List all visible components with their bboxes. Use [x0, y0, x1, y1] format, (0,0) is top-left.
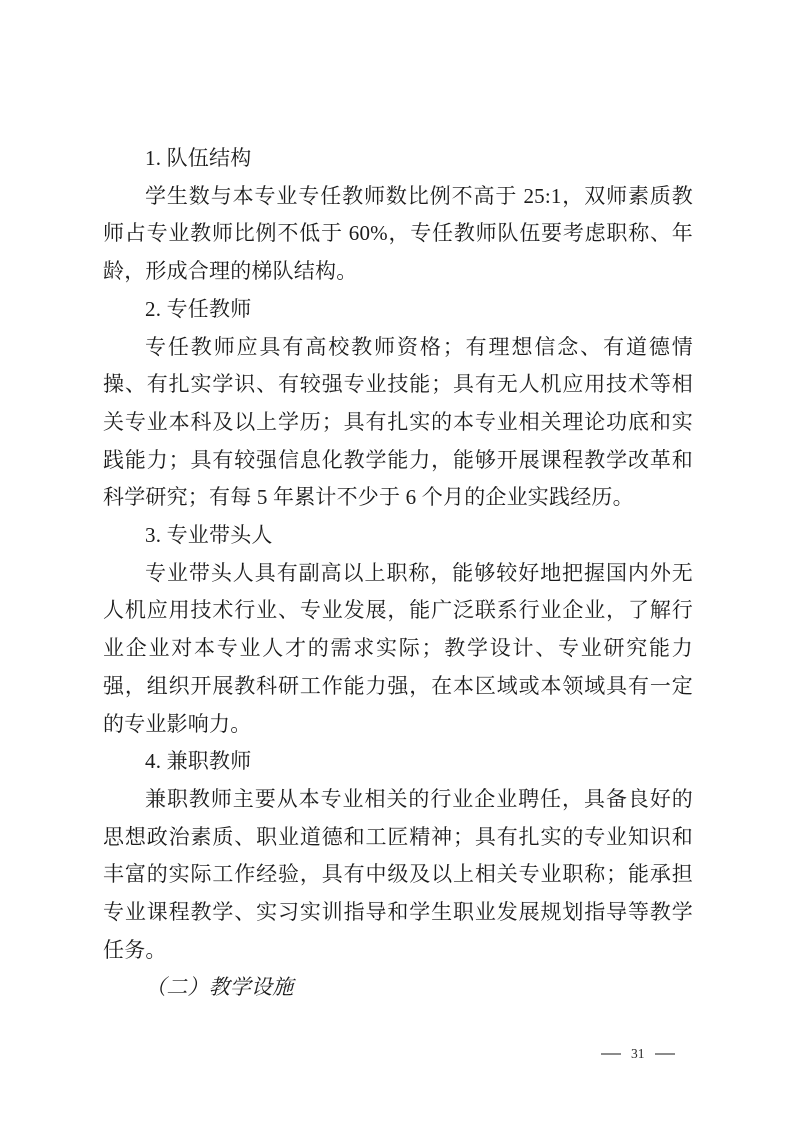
page-number-footer	[601, 1046, 675, 1062]
section-heading-parttime-teachers: 4. 兼职教师	[145, 749, 252, 774]
paragraph-fulltime-teachers: 专任教师应具有高校教师资格；有理想信念、有道德情操、有扎实学识、有较强专业技能；具有无人机应用技术等相关专业本科及以上学历；具有扎实的本专业相关理论功底和实践能力；具有较强信息化教学能力，能够开展课程教学改革和科学研究；有每 5 年累计不少于 6 个月的企业实践经历。	[103, 334, 693, 510]
section-heading-program-leader: 3. 专业带头人	[145, 523, 273, 548]
paragraph-program-leader: 专业带头人具有副高以上职称，能够较好地把握国内外无人机应用技术行业、专业发展，能广泛联系行业企业，了解行业企业对本专业人才的需求实际；教学设计、专业研究能力强，组织开展教科研工作能力强，在本区域或本领域具有一定的专业影响力。	[103, 560, 693, 736]
section-heading-fulltime-teachers: 2. 专任教师	[145, 296, 252, 321]
page-number-dash-right	[655, 1053, 675, 1055]
page-number-dash-left	[601, 1053, 621, 1055]
subsection-heading-teaching-facilities: （二）教学设施	[145, 975, 294, 1000]
paragraph-parttime-teachers: 兼职教师主要从本专业相关的行业企业聘任，具备良好的思想政治素质、职业道德和工匠精神；具有扎实的专业知识和丰富的实际工作经验，具有中级及以上相关专业职称；能承担专业课程教学、实习实训指导和学生职业发展规划指导等教学任务。	[103, 786, 693, 962]
page-number: 31	[631, 1046, 645, 1061]
paragraph-team-structure: 学生数与本专业专任教师数比例不高于 25:1，双师素质教师占专业教师比例不低于 60%，专任教师队伍要考虑职称、年龄，形成合理的梯队结构。	[103, 183, 693, 284]
section-heading-team-structure: 1. 队伍结构	[145, 146, 252, 170]
document-content	[103, 140, 693, 1007]
